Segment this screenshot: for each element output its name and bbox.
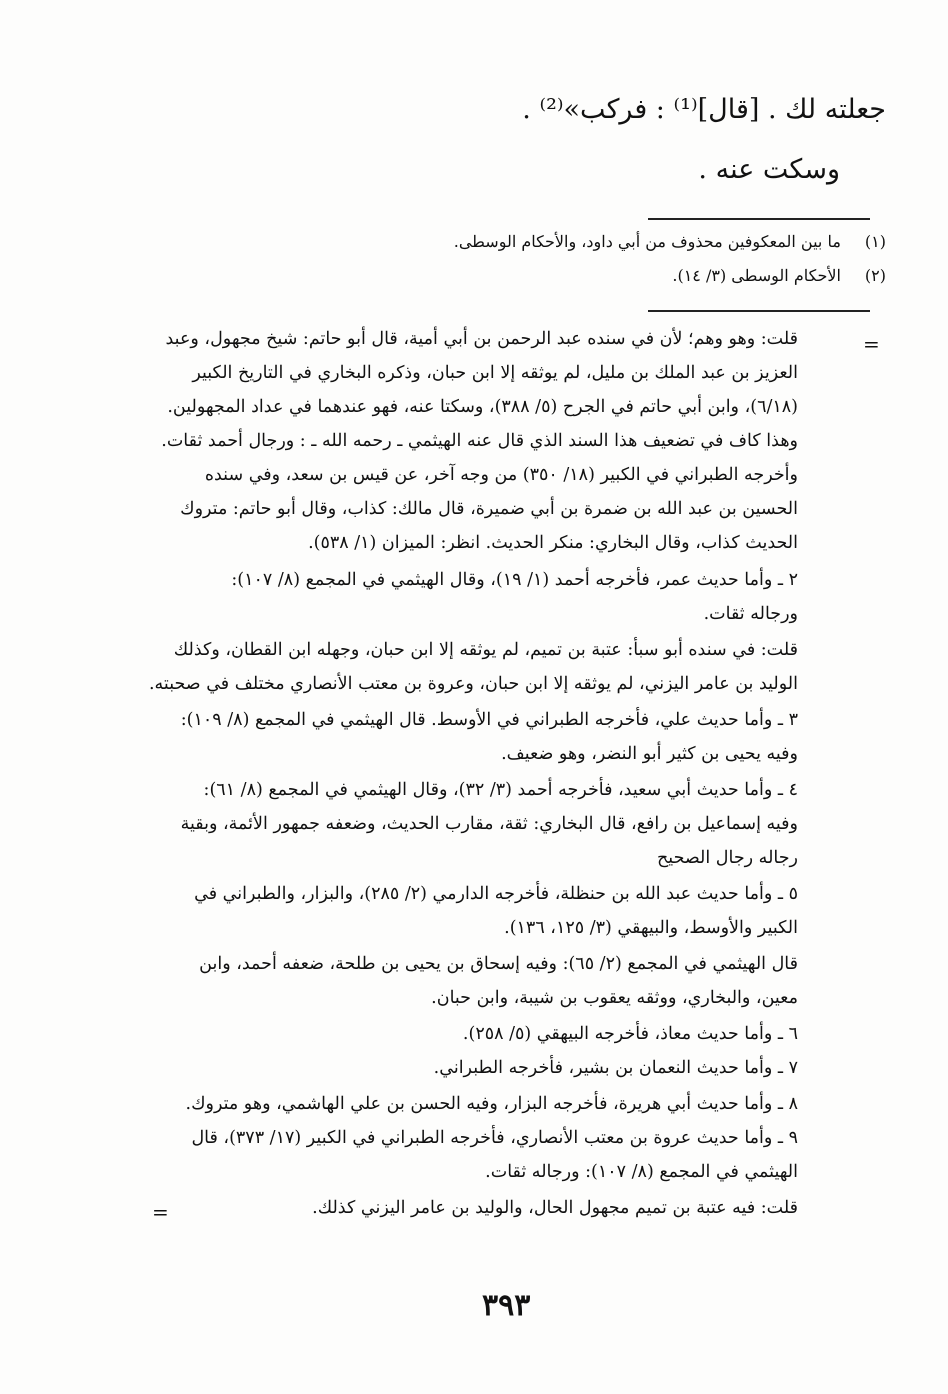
commentary-line: الحسين بن عبد الله بن ضمرة بن أبي ضميرة، قال مالك: كذاب، وقال أبو حاتم: متروك — [180, 499, 798, 519]
commentary-line: معين، والبخاري، ووثقه يعقوب بن شيبة، وابن حبان. — [431, 988, 798, 1008]
footnote-2 — [672, 266, 886, 285]
commentary-line: وفيه إسماعيل بن رافع، قال البخاري: ثقة، مقارب الحديث، وضعفه جمهور الأئمة، وبقية — [180, 814, 798, 834]
commentary-rule — [648, 310, 870, 312]
main-text-line-2: وسكت عنه . — [698, 154, 840, 185]
footnote-rule — [648, 218, 870, 220]
footnote-number: (١) — [864, 232, 886, 251]
footnote-1 — [454, 232, 886, 251]
main-text-line-1: جعلته لك . [قال]⁽¹⁾ : فركب»⁽²⁾ . — [522, 94, 886, 125]
commentary-line: الحديث كذاب، وقال البخاري: منكر الحديث. انظر: الميزان (١/ ٥٣٨). — [308, 533, 798, 553]
commentary-line: ٢ ـ وأما حديث عمر، فأخرجه أحمد (١/ ١٩)، وقال الهيثمي في المجمع (٨/ ١٠٧): — [231, 570, 798, 590]
commentary-line: رجاله رجال الصحيح — [657, 848, 798, 868]
footnote-number: (٢) — [864, 266, 886, 285]
commentary-line: الوليد بن عامر اليزني، لم يوثقه إلا ابن حبان، وعروة بن معتب الأنصاري مختلف في صحبته. — [148, 674, 798, 694]
footnote-text: الأحكام الوسطى (٣/ ١٤). — [672, 266, 841, 285]
commentary-line: ٣ ـ وأما حديث علي، فأخرجه الطبراني في الأوسط. قال الهيثمي في المجمع (٨/ ١٠٩): — [180, 710, 798, 730]
commentary-line: ورجاله ثقات. — [703, 604, 798, 624]
commentary-line: قلت: في سنده أبو سبأ: عتبة بن تميم، لم يوثقه إلا ابن حبان، وجهله ابن القطان، وكذلك — [173, 640, 798, 660]
commentary-line: وهذا كاف في تضعيف هذا السند الذي قال عنه الهيثمي ـ رحمه الله ـ : ورجال أحمد ثقات. — [161, 431, 798, 451]
commentary-line: العزيز بن عبد الملك بن مليل، لم يوثقه إلا ابن حبان، وذكره البخاري في التاريخ الكبير — [192, 363, 798, 383]
commentary-line: ٩ ـ وأما حديث عروة بن معتب الأنصاري، فأخرجه الطبراني في الكبير (١٧/ ٣٧٣)، قال — [191, 1128, 798, 1148]
continuation-mark-top: = — [863, 332, 880, 356]
commentary-line: ٦ ـ وأما حديث معاذ، فأخرجه البيهقي (٥/ ٢٥٨). — [462, 1024, 798, 1044]
commentary-line: ٧ ـ وأما حديث النعمان بن بشير، فأخرجه الطبراني. — [433, 1058, 798, 1078]
commentary-line: وفيه يحيى بن كثير أبو النضر، وهو ضعيف. — [501, 744, 798, 764]
page-number: ٣٩٣ — [482, 1288, 531, 1323]
commentary-line: (٦/١٨)، وابن أبي حاتم في الجرح (٥/ ٣٨٨)، وسكتا عنه، فهو عندهما في عداد المجهولين. — [167, 397, 798, 417]
commentary-line: قال الهيثمي في المجمع (٢/ ٦٥): وفيه إسحاق بن يحيى بن طلحة، ضعفه أحمد، وابن — [199, 954, 798, 974]
commentary-line: قلت: فيه عتبة بن تميم مجهول الحال، والوليد بن عامر اليزني كذلك. — [312, 1198, 798, 1218]
commentary-line: الكبير والأوسط، والبيهقي (٣/ ١٢٥، ١٣٦). — [504, 918, 798, 938]
commentary-line: الهيثمي في المجمع (٨/ ١٠٧): ورجاله ثقات. — [485, 1162, 798, 1182]
commentary-line: قلت: وهو وهم؛ لأن في سنده عبد الرحمن بن أبي أمية، قال أبو حاتم: شيخ مجهول، وعبد — [165, 329, 798, 349]
commentary-line: ٥ ـ وأما حديث عبد الله بن حنظلة، فأخرجه الدارمي (٢/ ٢٨٥)، والبزار، والطبراني في — [194, 884, 798, 904]
continuation-mark-bottom: = — [152, 1200, 169, 1224]
footnote-text: ما بين المعكوفين محذوف من أبي داود، والأحكام الوسطى. — [453, 232, 841, 251]
commentary-line: ٤ ـ وأما حديث أبي سعيد، فأخرجه أحمد (٣/ ٣٢)، وقال الهيثمي في المجمع (٨/ ٦١): — [203, 780, 798, 800]
commentary-line: ٨ ـ وأما حديث أبي هريرة، فأخرجه البزار، وفيه الحسن بن علي الهاشمي، وهو متروك. — [185, 1094, 798, 1114]
commentary-line: وأخرجه الطبراني في الكبير (١٨/ ٣٥٠) من وجه آخر، عن قيس بن سعد، وفي سنده — [204, 465, 798, 485]
